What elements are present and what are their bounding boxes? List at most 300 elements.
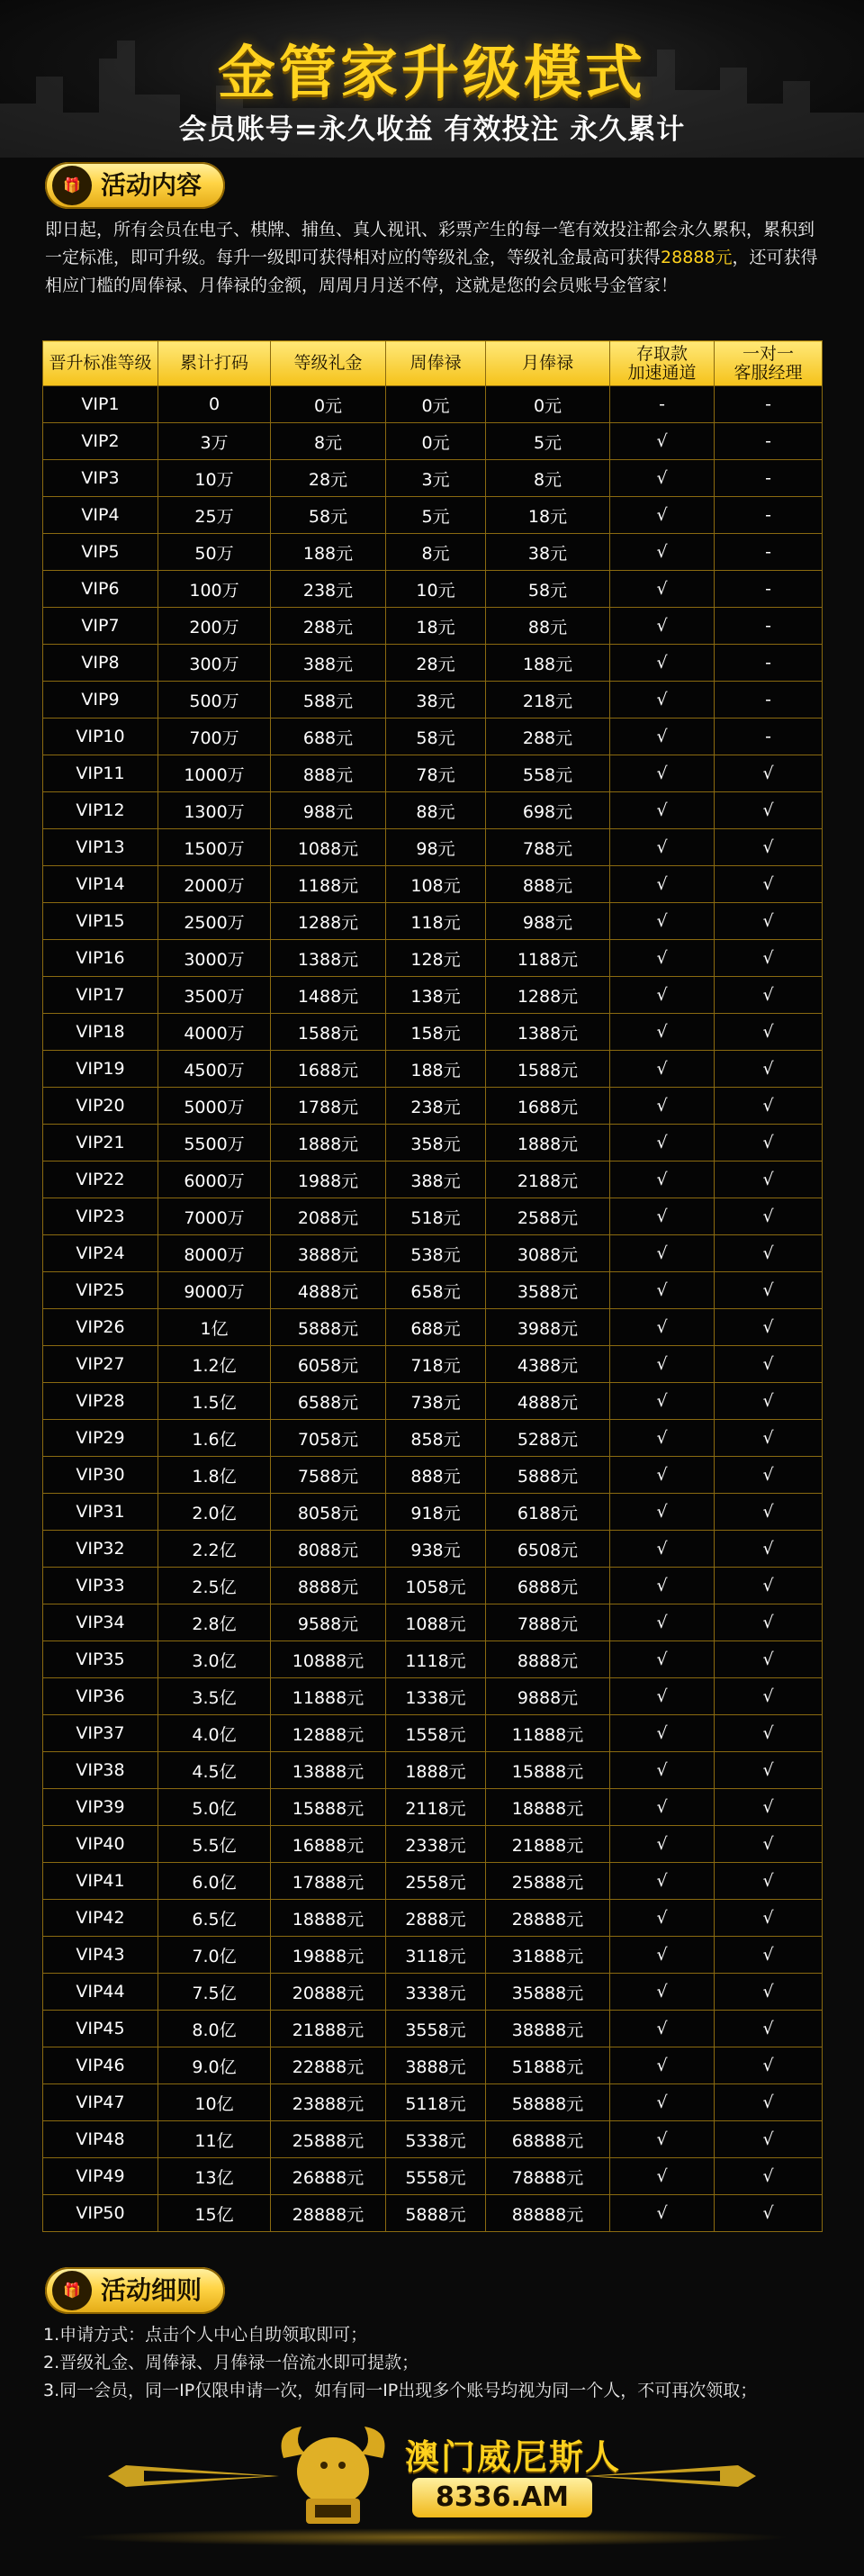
- page-title: 金管家升级模式: [218, 41, 646, 107]
- table-cell: 188元: [271, 534, 386, 571]
- table-cell: 3338元: [386, 1974, 486, 2011]
- table-cell: √: [610, 1974, 715, 2011]
- gift-icon: 🎁: [52, 2271, 92, 2310]
- table-cell: 858元: [386, 1420, 486, 1457]
- table-cell: √: [715, 903, 823, 940]
- table-cell: 13888元: [271, 1752, 386, 1789]
- table-cell: 8.0亿: [158, 2011, 271, 2047]
- table-cell: 2500万: [158, 903, 271, 940]
- table-cell: √: [715, 1715, 823, 1752]
- table-cell: 25888元: [271, 2121, 386, 2158]
- table-cell: 11888元: [486, 1715, 610, 1752]
- table-row: [43, 1198, 823, 1235]
- table-cell: 18888元: [486, 1789, 610, 1826]
- table-cell: 700万: [158, 719, 271, 755]
- column-header: 月俸禄: [486, 341, 610, 386]
- table-cell: 7.5亿: [158, 1974, 271, 2011]
- table-cell: 12888元: [271, 1715, 386, 1752]
- table-cell: 918元: [386, 1494, 486, 1531]
- table-cell: 6188元: [486, 1494, 610, 1531]
- table-cell: -: [610, 386, 715, 423]
- table-cell: 388元: [386, 1161, 486, 1198]
- rule-item: 2.晋级礼金、周俸禄、月俸禄一倍流水即可提款；: [43, 2353, 419, 2373]
- table-cell: √: [715, 1125, 823, 1161]
- page-subtitle: 会员账号=永久收益 有效投注 永久累计: [178, 113, 686, 146]
- table-cell: 5.0亿: [158, 1789, 271, 1826]
- table-cell: 8元: [386, 534, 486, 571]
- table-cell: √: [610, 903, 715, 940]
- table-row: [43, 1604, 823, 1641]
- table-cell: 1888元: [486, 1125, 610, 1161]
- vip-level-table: [42, 340, 823, 2232]
- table-cell: 4000万: [158, 1014, 271, 1051]
- table-cell: 988元: [271, 792, 386, 829]
- rule-item: 1.申请方式：点击个人中心自助领取即可；: [43, 2325, 368, 2345]
- table-cell: √: [715, 829, 823, 866]
- table-cell: 10亿: [158, 2084, 271, 2121]
- table-cell: √: [610, 1383, 715, 1420]
- table-cell: 1288元: [271, 903, 386, 940]
- table-row: [43, 1383, 823, 1420]
- table-row: [43, 608, 823, 645]
- brand-name: 澳门威尼斯人: [405, 2437, 622, 2477]
- table-cell: √: [715, 940, 823, 977]
- table-row: [43, 1125, 823, 1161]
- table-cell: 10888元: [271, 1641, 386, 1678]
- table-cell: √: [715, 2084, 823, 2121]
- table-cell: √: [610, 1641, 715, 1678]
- table-cell: 358元: [386, 1125, 486, 1161]
- table-cell: VIP36: [43, 1678, 158, 1715]
- table-cell: √: [610, 571, 715, 608]
- table-cell: 1788元: [271, 1088, 386, 1125]
- table-cell: 88888元: [486, 2195, 610, 2232]
- table-cell: 5118元: [386, 2084, 486, 2121]
- table-cell: VIP47: [43, 2084, 158, 2121]
- table-cell: 11亿: [158, 2121, 271, 2158]
- table-row: [43, 1974, 823, 2011]
- table-cell: VIP35: [43, 1641, 158, 1678]
- table-cell: VIP40: [43, 1826, 158, 1863]
- table-cell: √: [715, 2195, 823, 2232]
- table-cell: 25888元: [486, 1863, 610, 1900]
- table-row: [43, 1309, 823, 1346]
- table-cell: 8元: [271, 423, 386, 460]
- table-cell: 16888元: [271, 1826, 386, 1863]
- table-cell: √: [715, 1789, 823, 1826]
- table-cell: 38元: [486, 534, 610, 571]
- table-cell: 28元: [386, 645, 486, 682]
- table-cell: 1888元: [271, 1125, 386, 1161]
- table-cell: √: [610, 1235, 715, 1272]
- table-cell: VIP43: [43, 1937, 158, 1974]
- table-cell: √: [610, 1272, 715, 1309]
- table-cell: VIP17: [43, 977, 158, 1014]
- table-row: [43, 829, 823, 866]
- table-cell: 128元: [386, 940, 486, 977]
- table-cell: √: [610, 866, 715, 903]
- table-cell: 38888元: [486, 2011, 610, 2047]
- table-cell: 6000万: [158, 1161, 271, 1198]
- table-cell: 1300万: [158, 792, 271, 829]
- table-cell: √: [610, 2084, 715, 2121]
- badge-label: 活动内容: [101, 170, 202, 200]
- gift-icon: 🎁: [52, 166, 92, 205]
- table-cell: 15亿: [158, 2195, 271, 2232]
- table-cell: 1500万: [158, 829, 271, 866]
- activity-rules-badge: [45, 2267, 225, 2314]
- table-cell: 1888元: [386, 1752, 486, 1789]
- table-cell: 888元: [386, 1457, 486, 1494]
- table-cell: 35888元: [486, 1974, 610, 2011]
- table-row: [43, 460, 823, 497]
- table-cell: 13亿: [158, 2158, 271, 2195]
- table-cell: -: [715, 571, 823, 608]
- table-cell: 1.8亿: [158, 1457, 271, 1494]
- table-cell: 8888元: [486, 1641, 610, 1678]
- table-row: [43, 1678, 823, 1715]
- table-cell: 26888元: [271, 2158, 386, 2195]
- table-cell: √: [715, 977, 823, 1014]
- column-header: 一对一 客服经理: [715, 341, 823, 386]
- table-cell: √: [715, 1531, 823, 1568]
- table-cell: √: [715, 1051, 823, 1088]
- table-cell: 1388元: [486, 1014, 610, 1051]
- table-cell: √: [610, 2121, 715, 2158]
- table-cell: 5558元: [386, 2158, 486, 2195]
- table-cell: -: [715, 719, 823, 755]
- table-cell: 2558元: [386, 1863, 486, 1900]
- table-cell: √: [610, 1457, 715, 1494]
- table-cell: 3000万: [158, 940, 271, 977]
- table-row: [43, 645, 823, 682]
- table-row: [43, 1863, 823, 1900]
- table-cell: 1558元: [386, 1715, 486, 1752]
- table-cell: -: [715, 423, 823, 460]
- footer-glow: [72, 2528, 792, 2546]
- table-cell: √: [715, 1272, 823, 1309]
- table-cell: VIP37: [43, 1715, 158, 1752]
- table-cell: VIP20: [43, 1088, 158, 1125]
- table-cell: VIP27: [43, 1346, 158, 1383]
- table-cell: 0元: [386, 386, 486, 423]
- intro-highlight-amount: 28888元: [661, 248, 733, 267]
- table-cell: √: [715, 1604, 823, 1641]
- lion-logo-icon: [266, 2422, 400, 2530]
- table-row: [43, 940, 823, 977]
- table-cell: 1188元: [271, 866, 386, 903]
- table-cell: 658元: [386, 1272, 486, 1309]
- table-cell: √: [715, 1088, 823, 1125]
- table-cell: √: [715, 1309, 823, 1346]
- table-cell: 3118元: [386, 1937, 486, 1974]
- table-cell: √: [715, 1974, 823, 2011]
- table-cell: 200万: [158, 608, 271, 645]
- table-cell: 8058元: [271, 1494, 386, 1531]
- table-cell: √: [715, 1494, 823, 1531]
- table-row: [43, 1752, 823, 1789]
- table-cell: 1338元: [386, 1678, 486, 1715]
- table-cell: VIP23: [43, 1198, 158, 1235]
- table-cell: 688元: [386, 1309, 486, 1346]
- table-row: [43, 682, 823, 719]
- table-cell: 51888元: [486, 2047, 610, 2084]
- table-cell: -: [715, 682, 823, 719]
- table-cell: 100万: [158, 571, 271, 608]
- table-cell: 988元: [486, 903, 610, 940]
- table-cell: 6508元: [486, 1531, 610, 1568]
- table-cell: √: [610, 1568, 715, 1604]
- table-cell: 0: [158, 386, 271, 423]
- table-cell: 558元: [486, 755, 610, 792]
- table-cell: 18元: [486, 497, 610, 534]
- table-cell: 1288元: [486, 977, 610, 1014]
- table-cell: 2588元: [486, 1198, 610, 1235]
- table-cell: 17888元: [271, 1863, 386, 1900]
- table-cell: √: [715, 1420, 823, 1457]
- footer-logo: [0, 2413, 864, 2576]
- column-header: 周俸禄: [386, 341, 486, 386]
- table-cell: VIP6: [43, 571, 158, 608]
- table-row: [43, 1789, 823, 1826]
- table-cell: √: [610, 829, 715, 866]
- table-row: [43, 2084, 823, 2121]
- table-cell: VIP21: [43, 1125, 158, 1161]
- table-cell: 888元: [271, 755, 386, 792]
- table-cell: 4500万: [158, 1051, 271, 1088]
- table-cell: 58元: [271, 497, 386, 534]
- table-cell: 3088元: [486, 1235, 610, 1272]
- table-cell: 2.2亿: [158, 1531, 271, 1568]
- table-row: [43, 2158, 823, 2195]
- table-cell: 288元: [271, 608, 386, 645]
- table-cell: √: [715, 792, 823, 829]
- table-cell: √: [715, 1161, 823, 1198]
- header-banner: [0, 0, 864, 158]
- table-cell: VIP19: [43, 1051, 158, 1088]
- table-cell: 1188元: [486, 940, 610, 977]
- table-cell: √: [715, 1678, 823, 1715]
- table-row: [43, 1826, 823, 1863]
- table-cell: 28888元: [486, 1900, 610, 1937]
- table-cell: VIP12: [43, 792, 158, 829]
- table-body: [43, 386, 823, 2232]
- table-cell: 1.2亿: [158, 1346, 271, 1383]
- table-cell: VIP32: [43, 1531, 158, 1568]
- column-header: 等级礼金: [271, 341, 386, 386]
- table-row: [43, 755, 823, 792]
- table-row: [43, 1531, 823, 1568]
- table-cell: VIP11: [43, 755, 158, 792]
- table-row: [43, 571, 823, 608]
- table-cell: 10元: [386, 571, 486, 608]
- table-cell: 158元: [386, 1014, 486, 1051]
- table-row: [43, 719, 823, 755]
- table-row: [43, 903, 823, 940]
- table-cell: 98元: [386, 829, 486, 866]
- table-cell: VIP42: [43, 1900, 158, 1937]
- table-cell: 25万: [158, 497, 271, 534]
- table-cell: 8元: [486, 460, 610, 497]
- table-cell: 8000万: [158, 1235, 271, 1272]
- table-cell: √: [610, 1309, 715, 1346]
- table-cell: 9888元: [486, 1678, 610, 1715]
- table-cell: 78元: [386, 755, 486, 792]
- table-cell: √: [610, 1531, 715, 1568]
- table-cell: VIP4: [43, 497, 158, 534]
- table-cell: 7.0亿: [158, 1937, 271, 1974]
- table-cell: VIP7: [43, 608, 158, 645]
- table-cell: VIP18: [43, 1014, 158, 1051]
- table-cell: 1688元: [271, 1051, 386, 1088]
- table-cell: 888元: [486, 866, 610, 903]
- table-cell: 4.0亿: [158, 1715, 271, 1752]
- table-cell: 8888元: [271, 1568, 386, 1604]
- table-cell: -: [715, 534, 823, 571]
- table-cell: VIP2: [43, 423, 158, 460]
- table-cell: 2088元: [271, 1198, 386, 1235]
- table-row: [43, 1937, 823, 1974]
- table-cell: 21888元: [271, 2011, 386, 2047]
- table-cell: √: [610, 2195, 715, 2232]
- table-cell: VIP39: [43, 1789, 158, 1826]
- table-cell: √: [610, 940, 715, 977]
- table-cell: VIP9: [43, 682, 158, 719]
- table-cell: √: [610, 2158, 715, 2195]
- table-cell: √: [610, 1125, 715, 1161]
- table-cell: 788元: [486, 829, 610, 866]
- table-cell: 2338元: [386, 1826, 486, 1863]
- table-row: [43, 2011, 823, 2047]
- table-cell: 58元: [486, 571, 610, 608]
- table-cell: 88元: [386, 792, 486, 829]
- table-cell: VIP3: [43, 460, 158, 497]
- table-cell: 19888元: [271, 1937, 386, 1974]
- table-row: [43, 792, 823, 829]
- table-cell: VIP28: [43, 1383, 158, 1420]
- table-cell: 2888元: [386, 1900, 486, 1937]
- table-cell: 18888元: [271, 1900, 386, 1937]
- table-cell: -: [715, 497, 823, 534]
- table-cell: 6.5亿: [158, 1900, 271, 1937]
- table-cell: 6058元: [271, 1346, 386, 1383]
- table-cell: 3.0亿: [158, 1641, 271, 1678]
- table-cell: 1.6亿: [158, 1420, 271, 1457]
- table-cell: VIP48: [43, 2121, 158, 2158]
- table-cell: √: [715, 1014, 823, 1051]
- table-cell: 3888元: [271, 1235, 386, 1272]
- table-cell: 738元: [386, 1383, 486, 1420]
- table-cell: 1488元: [271, 977, 386, 1014]
- table-row: [43, 1051, 823, 1088]
- table-cell: 31888元: [486, 1937, 610, 1974]
- table-cell: 1000万: [158, 755, 271, 792]
- table-cell: 5888元: [271, 1309, 386, 1346]
- table-cell: VIP13: [43, 829, 158, 866]
- table-row: [43, 1715, 823, 1752]
- intro-part-a: 即日起，所有会员在电子、棋牌、捕鱼、真人视讯、彩票产生的每一笔有效投注都会永久累积，累积到一定标准，即可升级。每升一级即可获得相对应的等级礼金，等级礼金最高可获得: [45, 220, 815, 267]
- table-cell: √: [610, 977, 715, 1014]
- table-cell: √: [610, 1789, 715, 1826]
- table-row: [43, 1568, 823, 1604]
- table-cell: √: [610, 1863, 715, 1900]
- table-cell: 2188元: [486, 1161, 610, 1198]
- table-cell: 588元: [271, 682, 386, 719]
- table-row: [43, 534, 823, 571]
- intro-text: [45, 216, 821, 300]
- column-header: 累计打码: [158, 341, 271, 386]
- table-cell: -: [715, 386, 823, 423]
- table-cell: 500万: [158, 682, 271, 719]
- table-row: [43, 1088, 823, 1125]
- table-row: [43, 866, 823, 903]
- table-cell: √: [610, 1088, 715, 1125]
- table-cell: √: [610, 792, 715, 829]
- table-cell: 6888元: [486, 1568, 610, 1604]
- table-cell: 1.5亿: [158, 1383, 271, 1420]
- table-cell: √: [610, 460, 715, 497]
- table-cell: 7588元: [271, 1457, 386, 1494]
- table-cell: 1058元: [386, 1568, 486, 1604]
- table-cell: 1亿: [158, 1309, 271, 1346]
- table-cell: 5.5亿: [158, 1826, 271, 1863]
- table-cell: 4388元: [486, 1346, 610, 1383]
- table-cell: 0元: [386, 423, 486, 460]
- table-cell: √: [610, 1826, 715, 1863]
- table-cell: 3558元: [386, 2011, 486, 2047]
- table-cell: 5500万: [158, 1125, 271, 1161]
- table-cell: √: [610, 1198, 715, 1235]
- table-cell: √: [715, 1641, 823, 1678]
- table-cell: 3元: [386, 460, 486, 497]
- table-cell: 28888元: [271, 2195, 386, 2232]
- table-row: [43, 1272, 823, 1309]
- table-cell: 1088元: [386, 1604, 486, 1641]
- table-cell: √: [715, 1457, 823, 1494]
- table-cell: 18元: [386, 608, 486, 645]
- table-cell: √: [715, 1235, 823, 1272]
- intro-part-b: ，还可获得相应门槛的周俸禄、月俸禄的金额，周周月月送不停，这就是您的会员账号金管家！: [45, 248, 818, 295]
- table-cell: VIP50: [43, 2195, 158, 2232]
- table-cell: 188元: [486, 645, 610, 682]
- table-cell: 9.0亿: [158, 2047, 271, 2084]
- table-cell: 4888元: [271, 1272, 386, 1309]
- table-cell: √: [715, 1346, 823, 1383]
- table-cell: 88元: [486, 608, 610, 645]
- table-cell: √: [610, 1937, 715, 1974]
- table-cell: √: [610, 2047, 715, 2084]
- table-cell: VIP22: [43, 1161, 158, 1198]
- table-cell: VIP8: [43, 645, 158, 682]
- table-cell: 2.0亿: [158, 1494, 271, 1531]
- table-cell: 300万: [158, 645, 271, 682]
- table-cell: VIP1: [43, 386, 158, 423]
- table-cell: -: [715, 608, 823, 645]
- table-cell: √: [715, 2121, 823, 2158]
- table-cell: 3588元: [486, 1272, 610, 1309]
- table-row: [43, 1900, 823, 1937]
- table-row: [43, 1641, 823, 1678]
- table-cell: 118元: [386, 903, 486, 940]
- table-cell: 22888元: [271, 2047, 386, 2084]
- table-row: [43, 1457, 823, 1494]
- table-cell: 688元: [271, 719, 386, 755]
- table-cell: 23888元: [271, 2084, 386, 2121]
- table-row: [43, 1161, 823, 1198]
- table-cell: √: [715, 1383, 823, 1420]
- table-cell: 7058元: [271, 1420, 386, 1457]
- table-cell: VIP41: [43, 1863, 158, 1900]
